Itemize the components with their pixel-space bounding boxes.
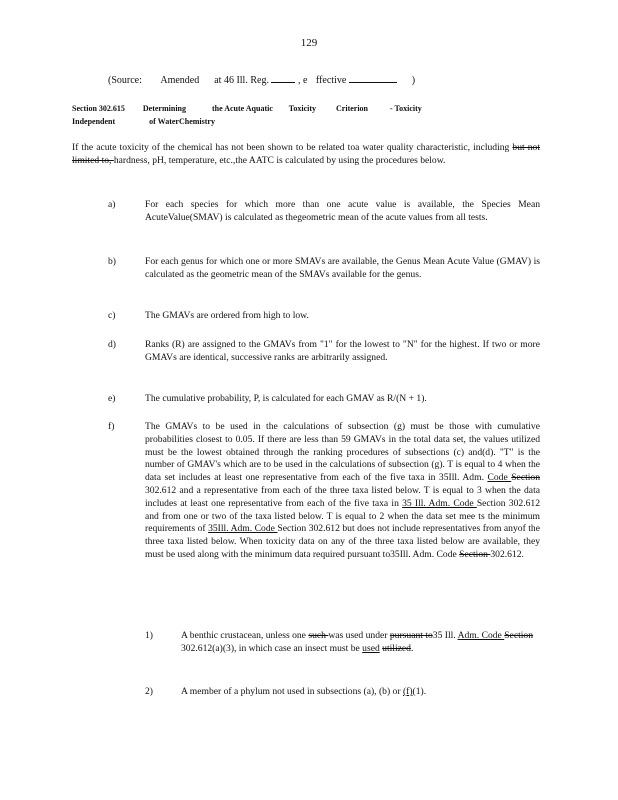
item-text-part: The GMAVs to be used in the calculations of subsection (g) must be those with cumulative probabilities closest to 0.05. If there are less than 59 GMAVs in the total data set, the values utilized must be the lowest obtained through the ranking procedures of subsections (c) and(d). "T" is the number of GMAV's which are to be used in the calculations of subsection (g). T is equal to 4 when the data set includes at least one representative from each of the five taxa in 35Ill. Adm. [145,421,540,484]
deleted-text: pursuant to [389,630,433,641]
list-item [108,199,540,225]
sub-item-label: 2) [145,686,153,697]
sub-item-text [181,686,540,699]
deleted-text: utilized [382,642,411,654]
item-text-part: 302.612. [490,548,524,560]
item-text: For each genus for which one or more SMAVs are available, the Genus Mean Acute Value (GMAV) is calculated as the geometric mean of the SMAVs available for the genus. [145,256,540,280]
item-label: a) [108,199,116,210]
item-label: d) [108,339,116,350]
item-text [145,421,540,562]
list-item-f [108,421,540,562]
deleted-text: Section [504,630,533,641]
deleted-text: but not limited to, [72,142,541,166]
sub-item-text-part: . [410,642,414,654]
sub-item-text [181,630,540,656]
list-item [108,339,540,365]
sub-item-text-part: (1). [412,686,427,697]
section-title-part: Criterion [336,104,369,113]
item-text: The cumulative probability, P, is calculated for each GMAV as R/(N + 1). [145,393,427,404]
item-label: b) [108,256,116,267]
source-register: at 46 Ill. Reg. [214,75,269,86]
inserted-text: (f) [402,686,413,697]
item-text-part: 302.612 and a representative from each of the three taxa listed below. T is equal to 3 when the data includes at least one representative from each of the five taxa in [145,484,540,509]
sub-item-text-part: A benthic crustacean, unless one [181,630,309,641]
sub-item-text-part: 302.612(a)(3), in which case an insect must be [181,642,363,654]
section-number: Section 302.615 [72,104,125,113]
sub-item [145,686,540,699]
inserted-text: used [362,642,380,654]
section-title-part: Independent [72,117,116,126]
item-text-part: Section 302.612 but does not include representatives from anyof the three taxa listed below. When toxicity data on any of the three taxa listed below are available, they must be used along with the minimum data required pursuant to35Ill. Adm. Code [145,523,540,560]
source-note [108,73,528,88]
page-number: 129 [300,37,318,49]
source-effective: ffective [315,75,347,86]
section-title-part: Determining [142,104,186,113]
list-item [108,393,540,406]
item-label: c) [108,310,116,321]
item-label: f) [108,421,115,432]
sub-item-label: 1) [145,630,153,641]
source-open: (Source: [108,75,142,86]
section-title-part: the Acute Aquatic [212,104,273,113]
item-label: e) [108,393,116,404]
list-item [108,256,540,282]
deleted-text: such [308,630,329,641]
item-text-part: Section 302.612 and from one or two of the taxa listed below. T is equal to 2 when the data set mee ts the minimum requirements of [145,497,540,535]
inserted-text: Adm. Code [457,630,505,641]
inserted-text: 35Ill. Adm. Code [208,523,278,535]
sub-item [145,630,540,656]
inserted-text: 35 Ill. Adm. Code [402,497,477,509]
source-close: ) [411,75,416,86]
source-comma-e: , e [297,75,308,86]
inserted-text: Code [487,472,512,484]
item-text: Ranks (R) are assigned to the GMAVs from "1" for the lowest to "N" for the highest. If two or more GMAVs are identical, successive ranks are arbitrarily assigned. [145,339,540,363]
item-text: The GMAVs are ordered from high to low. [145,310,309,321]
intro-paragraph [72,142,540,168]
deleted-text: Section [511,472,540,484]
intro-text: If the acute toxicity of the chemical has not been shown to be related toa water quality characteristic, including [72,142,513,153]
item-text: For each species for which more than one acute value is available, the Species Mean AcuteValue(SMAV) is calculated as thegeometric mean of the acute values from all tests. [145,199,540,223]
sub-item-text-part: was used under [328,630,390,641]
sub-item-text-part: 35 Ill. [432,630,458,641]
intro-text: hardness, pH, temperature, etc.,the AATC is calculated by using the procedures below. [113,154,446,166]
section-title-part: of WaterChemistry [149,117,215,126]
deleted-text: Section [459,548,491,560]
section-heading [72,102,542,128]
section-title-part: - Toxicity [390,104,422,113]
list-item [108,310,540,323]
source-amended: Amended [160,75,200,86]
register-page-blank [271,73,295,83]
section-title-part: Toxicity [288,104,317,113]
effective-date-blank [349,73,397,83]
sub-item-text-part: A member of a phylum not used in subsections (a), (b) or [181,686,403,697]
